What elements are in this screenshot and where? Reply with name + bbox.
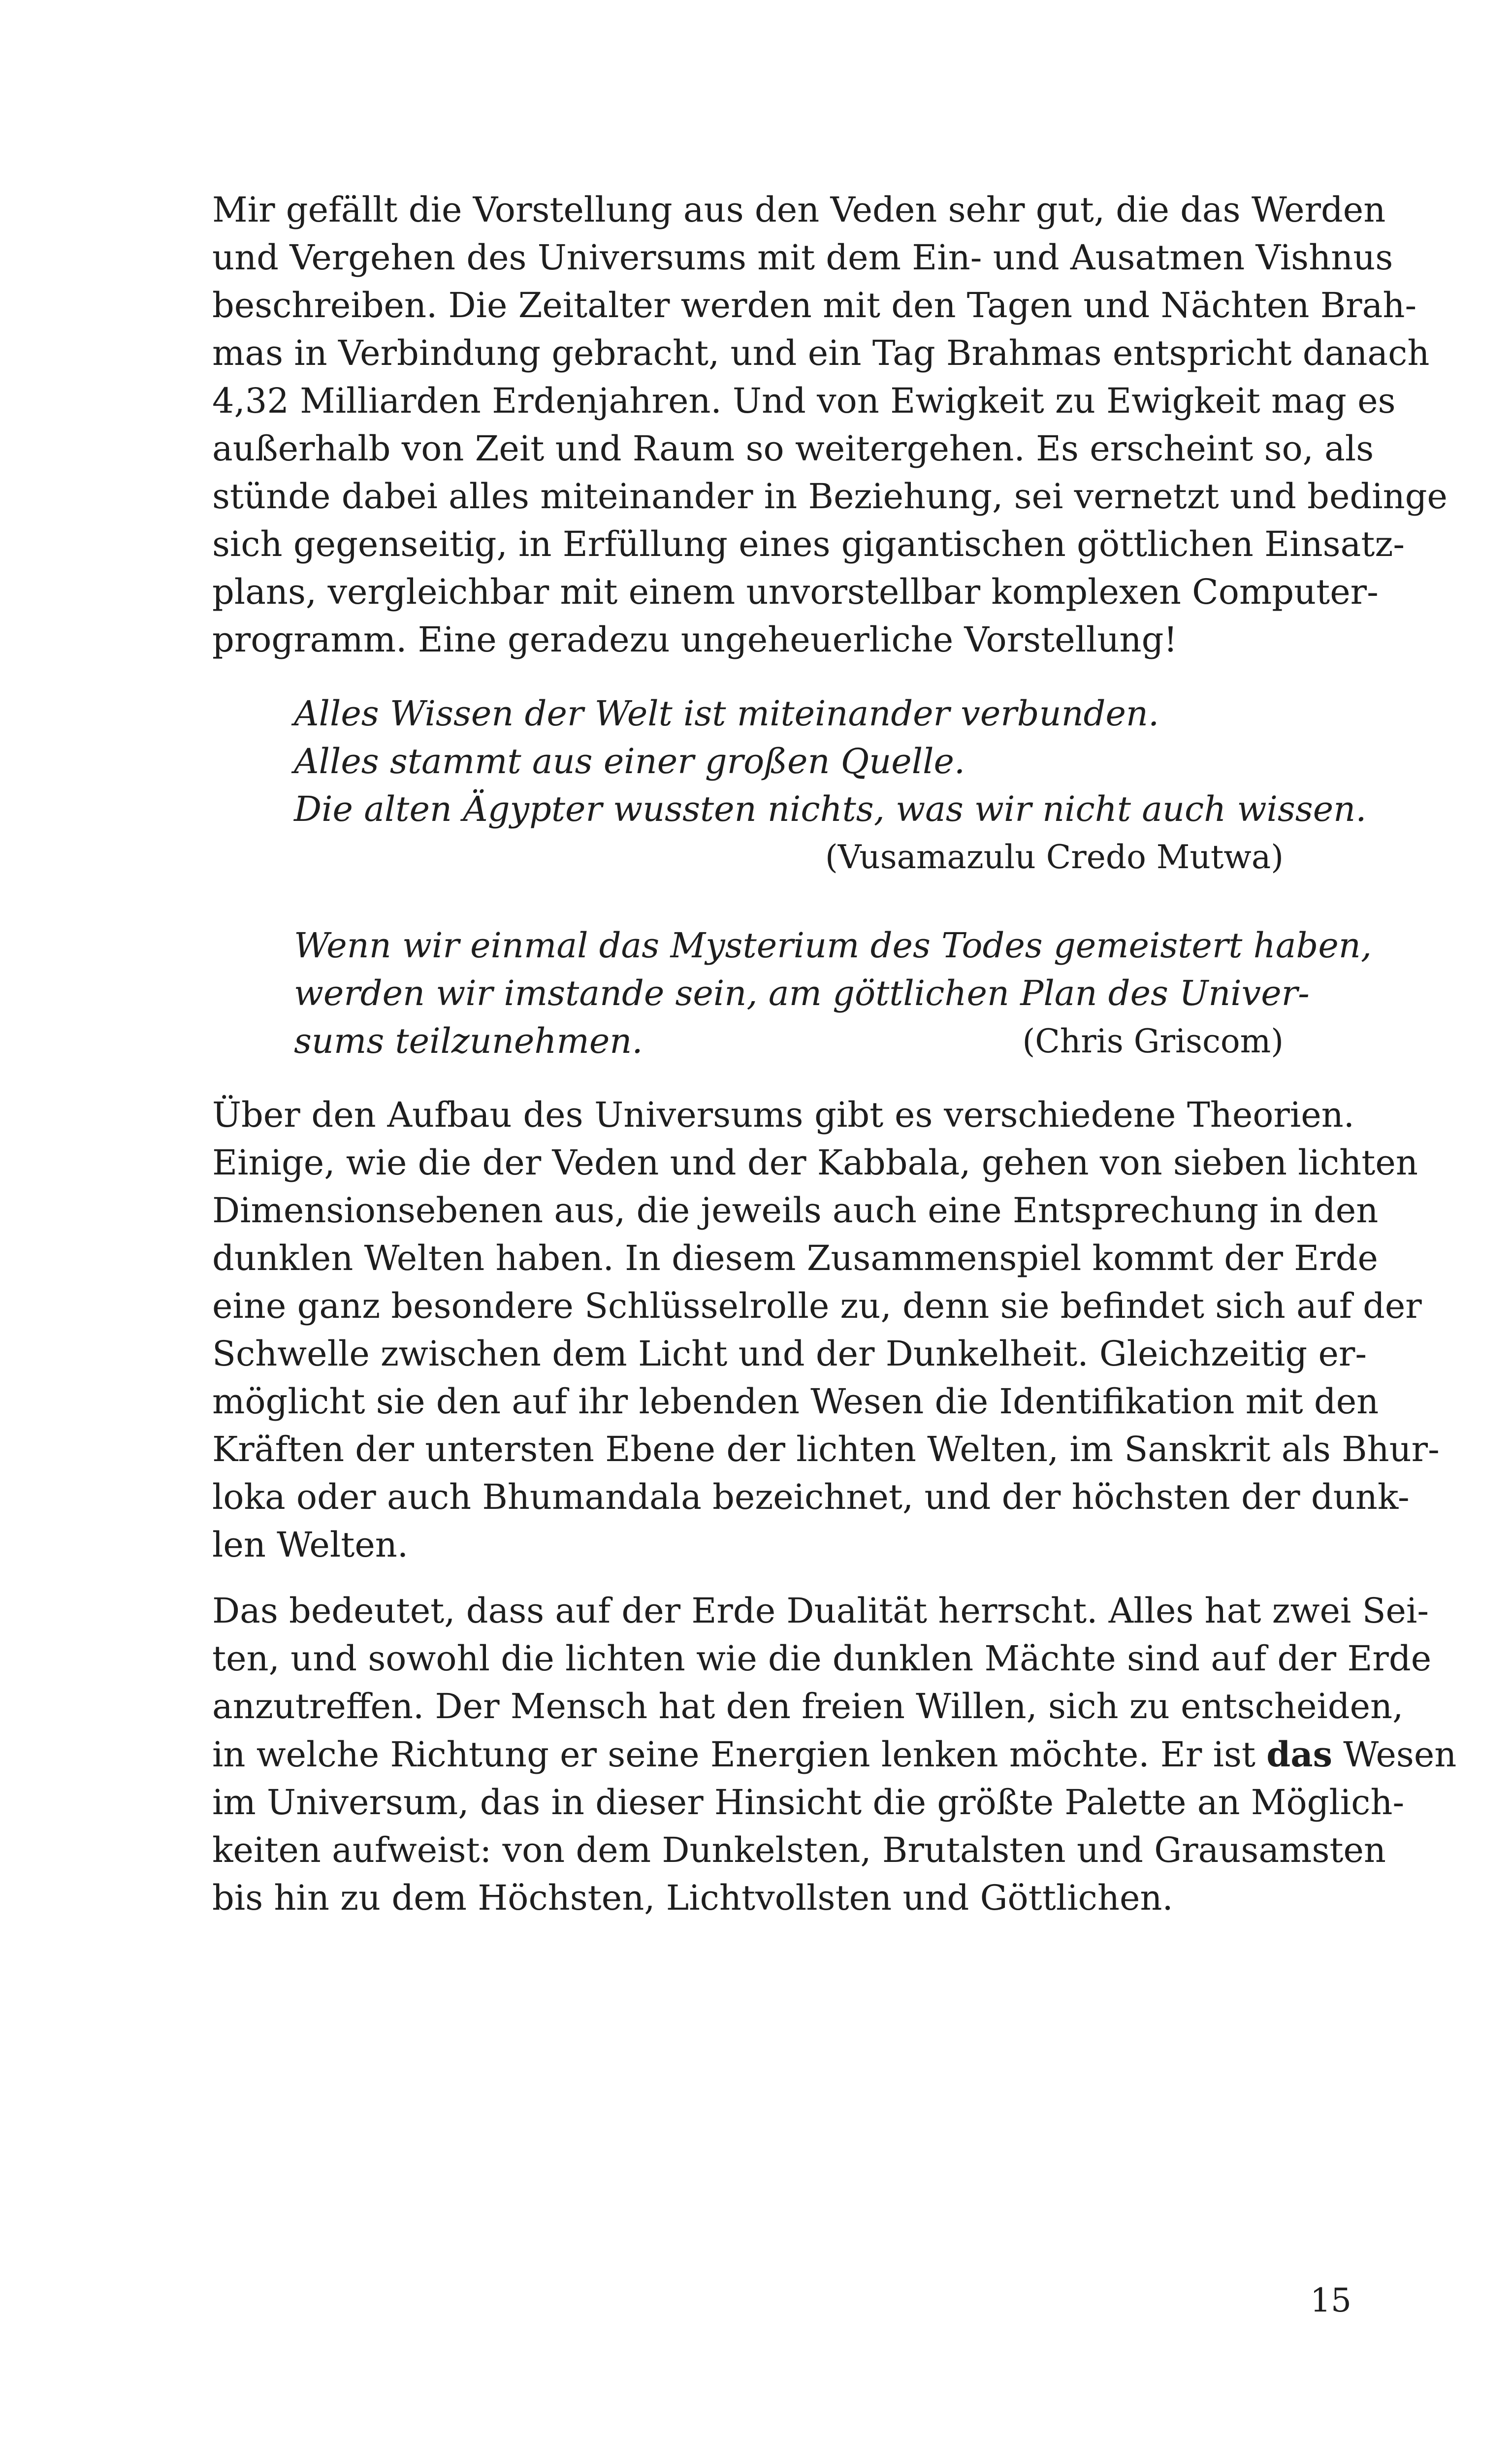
text-line: keiten aufweist: von dem Dunkelsten, Brutalsten und Grausamsten bbox=[212, 1830, 1386, 1870]
quote-line: Wenn wir einmal das Mysterium des Todes gemeistert haben, bbox=[294, 925, 1372, 966]
paragraph-duality bbox=[212, 1587, 1457, 1922]
text-line: Kräften der untersten Ebene der lichten Welten, im Sanskrit als Bhur- bbox=[212, 1429, 1440, 1469]
quote-line: Alles Wissen der Welt ist miteinander verbunden. bbox=[294, 693, 1159, 734]
text-fragment: in welche Richtung er seine Energien lenken möchte. Er ist bbox=[212, 1734, 1256, 1775]
quote-attribution: (Vusamazulu Credo Mutwa) bbox=[825, 838, 1284, 876]
text-line: stünde dabei alles miteinander in Beziehung, sei vernetzt und bedinge bbox=[212, 476, 1448, 517]
text-line: eine ganz besondere Schlüsselrolle zu, denn sie befindet sich auf der bbox=[212, 1286, 1422, 1326]
quote-line: sums teilzunehmen. bbox=[294, 1021, 643, 1061]
text-line: möglicht sie den auf ihr lebenden Wesen die Identifikation mit den bbox=[212, 1381, 1379, 1422]
text-line: Einige, wie die der Veden und der Kabbala, gehen von sieben lichten bbox=[212, 1142, 1418, 1183]
text-line: len Welten. bbox=[212, 1525, 409, 1565]
text-line: Mir gefällt die Vorstellung aus den Veden sehr gut, die das Werden bbox=[212, 190, 1386, 230]
text-line: außerhalb von Zeit und Raum so weitergehen. Es erscheint so, als bbox=[212, 428, 1374, 469]
text-line: und Vergehen des Universums mit dem Ein- und Ausatmen Vishnus bbox=[212, 237, 1393, 278]
text-fragment: Wesen bbox=[1343, 1734, 1457, 1775]
text-line: Das bedeutet, dass auf der Erde Dualität herrscht. Alles hat zwei Sei- bbox=[212, 1591, 1429, 1631]
emphasized-word: das bbox=[1266, 1734, 1332, 1775]
text-line: Schwelle zwischen dem Licht und der Dunkelheit. Gleichzeitig er- bbox=[212, 1334, 1367, 1374]
quote-griscom bbox=[294, 922, 1372, 1065]
quote-attribution: (Chris Griscom) bbox=[1022, 1022, 1284, 1060]
text-line: programm. Eine geradezu ungeheuerliche Vorstellung! bbox=[212, 619, 1178, 660]
text-line: plans, vergleichbar mit einem unvorstellbar komplexen Computer- bbox=[212, 572, 1379, 612]
text-line-with-emphasis bbox=[212, 1730, 1457, 1779]
text-line: loka oder auch Bhumandala bezeichnet, und der höchsten der dunk- bbox=[212, 1477, 1410, 1517]
text-line: mas in Verbindung gebracht, und ein Tag Brahmas entspricht danach bbox=[212, 333, 1430, 373]
text-line: beschreiben. Die Zeitalter werden mit den Tagen und Nächten Brah- bbox=[212, 285, 1417, 326]
text-line: 4,32 Milliarden Erdenjahren. Und von Ewigkeit zu Ewigkeit mag es bbox=[212, 381, 1396, 421]
paragraph-vedas bbox=[212, 186, 1448, 664]
quote-line: werden wir imstande sein, am göttlichen Plan des Univer- bbox=[294, 973, 1310, 1013]
text-line: Über den Aufbau des Universums gibt es verschiedene Theorien. bbox=[212, 1095, 1354, 1135]
text-line: sich gegenseitig, in Erfüllung eines gigantischen göttlichen Einsatz- bbox=[212, 524, 1405, 564]
text-line: ten, und sowohl die lichten wie die dunklen Mächte sind auf der Erde bbox=[212, 1638, 1432, 1679]
quote-line: Alles stammt aus einer großen Quelle. bbox=[294, 741, 965, 782]
quote-line: Die alten Ägypter wussten nichts, was wir nicht auch wissen. bbox=[294, 789, 1367, 829]
text-line: anzutreffen. Der Mensch hat den freien Willen, sich zu entscheiden, bbox=[212, 1686, 1404, 1726]
page-number: 15 bbox=[1310, 2281, 1351, 2319]
quote-last-line bbox=[294, 1017, 1284, 1065]
text-line: Dimensionsebenen aus, die jeweils auch eine Entsprechung in den bbox=[212, 1190, 1379, 1231]
paragraph-universe-structure bbox=[212, 1091, 1440, 1569]
quote-credo-mutwa bbox=[294, 690, 1367, 881]
text-line: bis hin zu dem Höchsten, Lichtvollsten und Göttlichen. bbox=[212, 1878, 1173, 1918]
text-line: dunklen Welten haben. In diesem Zusammenspiel kommt der Erde bbox=[212, 1238, 1378, 1278]
text-line: im Universum, das in dieser Hinsicht die größte Palette an Möglich- bbox=[212, 1782, 1405, 1823]
